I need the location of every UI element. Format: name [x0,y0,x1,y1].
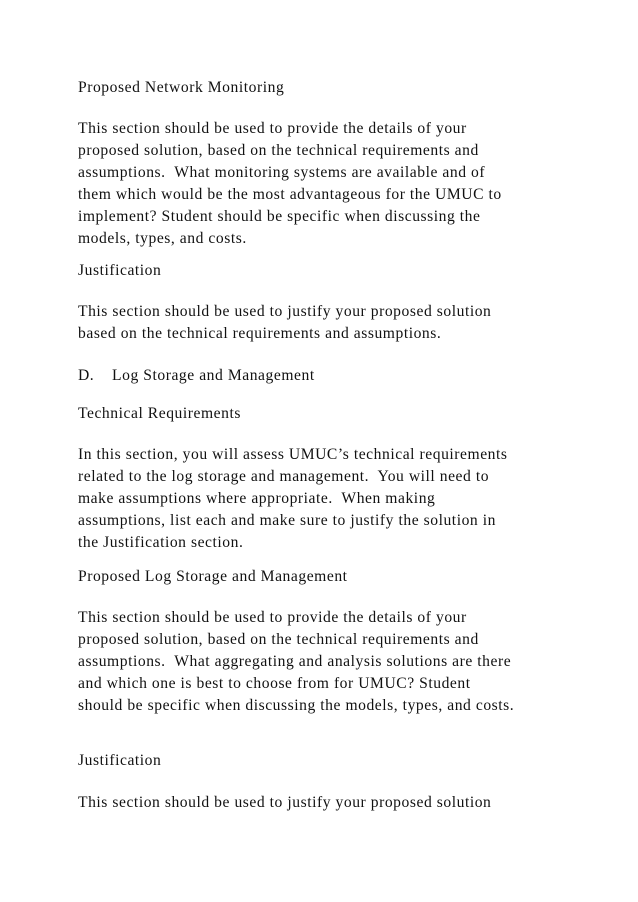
paragraph-line: based on the technical requirements and assumptions. [78,325,442,342]
paragraph-line: This section should be used to provide the details of your [78,120,467,137]
paragraph-line: them which would be the most advantageous for the UMUC to [78,186,502,203]
heading-proposed-network-monitoring: Proposed Network Monitoring [78,79,285,96]
heading-proposed-log-storage: Proposed Log Storage and Management [78,568,348,585]
paragraph-line: assumptions. What aggregating and analysis solutions are there [78,653,512,670]
paragraph-line: the Justification section. [78,534,244,551]
paragraph-line: proposed solution, based on the technical requirements and [78,631,479,648]
paragraph-line: should be specific when discussing the models, types, and costs. [78,697,515,714]
paragraph-line: This section should be used to provide the details of your [78,609,467,626]
paragraph-line: models, types, and costs. [78,230,247,247]
paragraph-line: related to the log storage and management. You will need to [78,468,490,485]
paragraph-line: implement? Student should be specific when discussing the [78,208,481,225]
paragraph-line: In this section, you will assess UMUC’s technical requirements [78,446,508,463]
paragraph-line: and which one is best to choose from for UMUC? Student [78,675,471,692]
paragraph-line: assumptions, list each and make sure to justify the solution in [78,512,496,529]
paragraph-line: This section should be used to justify your proposed solution [78,303,492,320]
heading-justification: Justification [78,262,162,279]
paragraph-line: This section should be used to justify your proposed solution [78,794,492,811]
paragraph-line: assumptions. What monitoring systems are available and of [78,164,486,181]
heading-technical-requirements: Technical Requirements [78,405,241,422]
heading-section-d: D. Log Storage and Management [78,367,315,384]
paragraph-line: proposed solution, based on the technical requirements and [78,142,479,159]
paragraph-line: make assumptions where appropriate. When making [78,490,436,507]
heading-justification-2: Justification [78,752,162,769]
